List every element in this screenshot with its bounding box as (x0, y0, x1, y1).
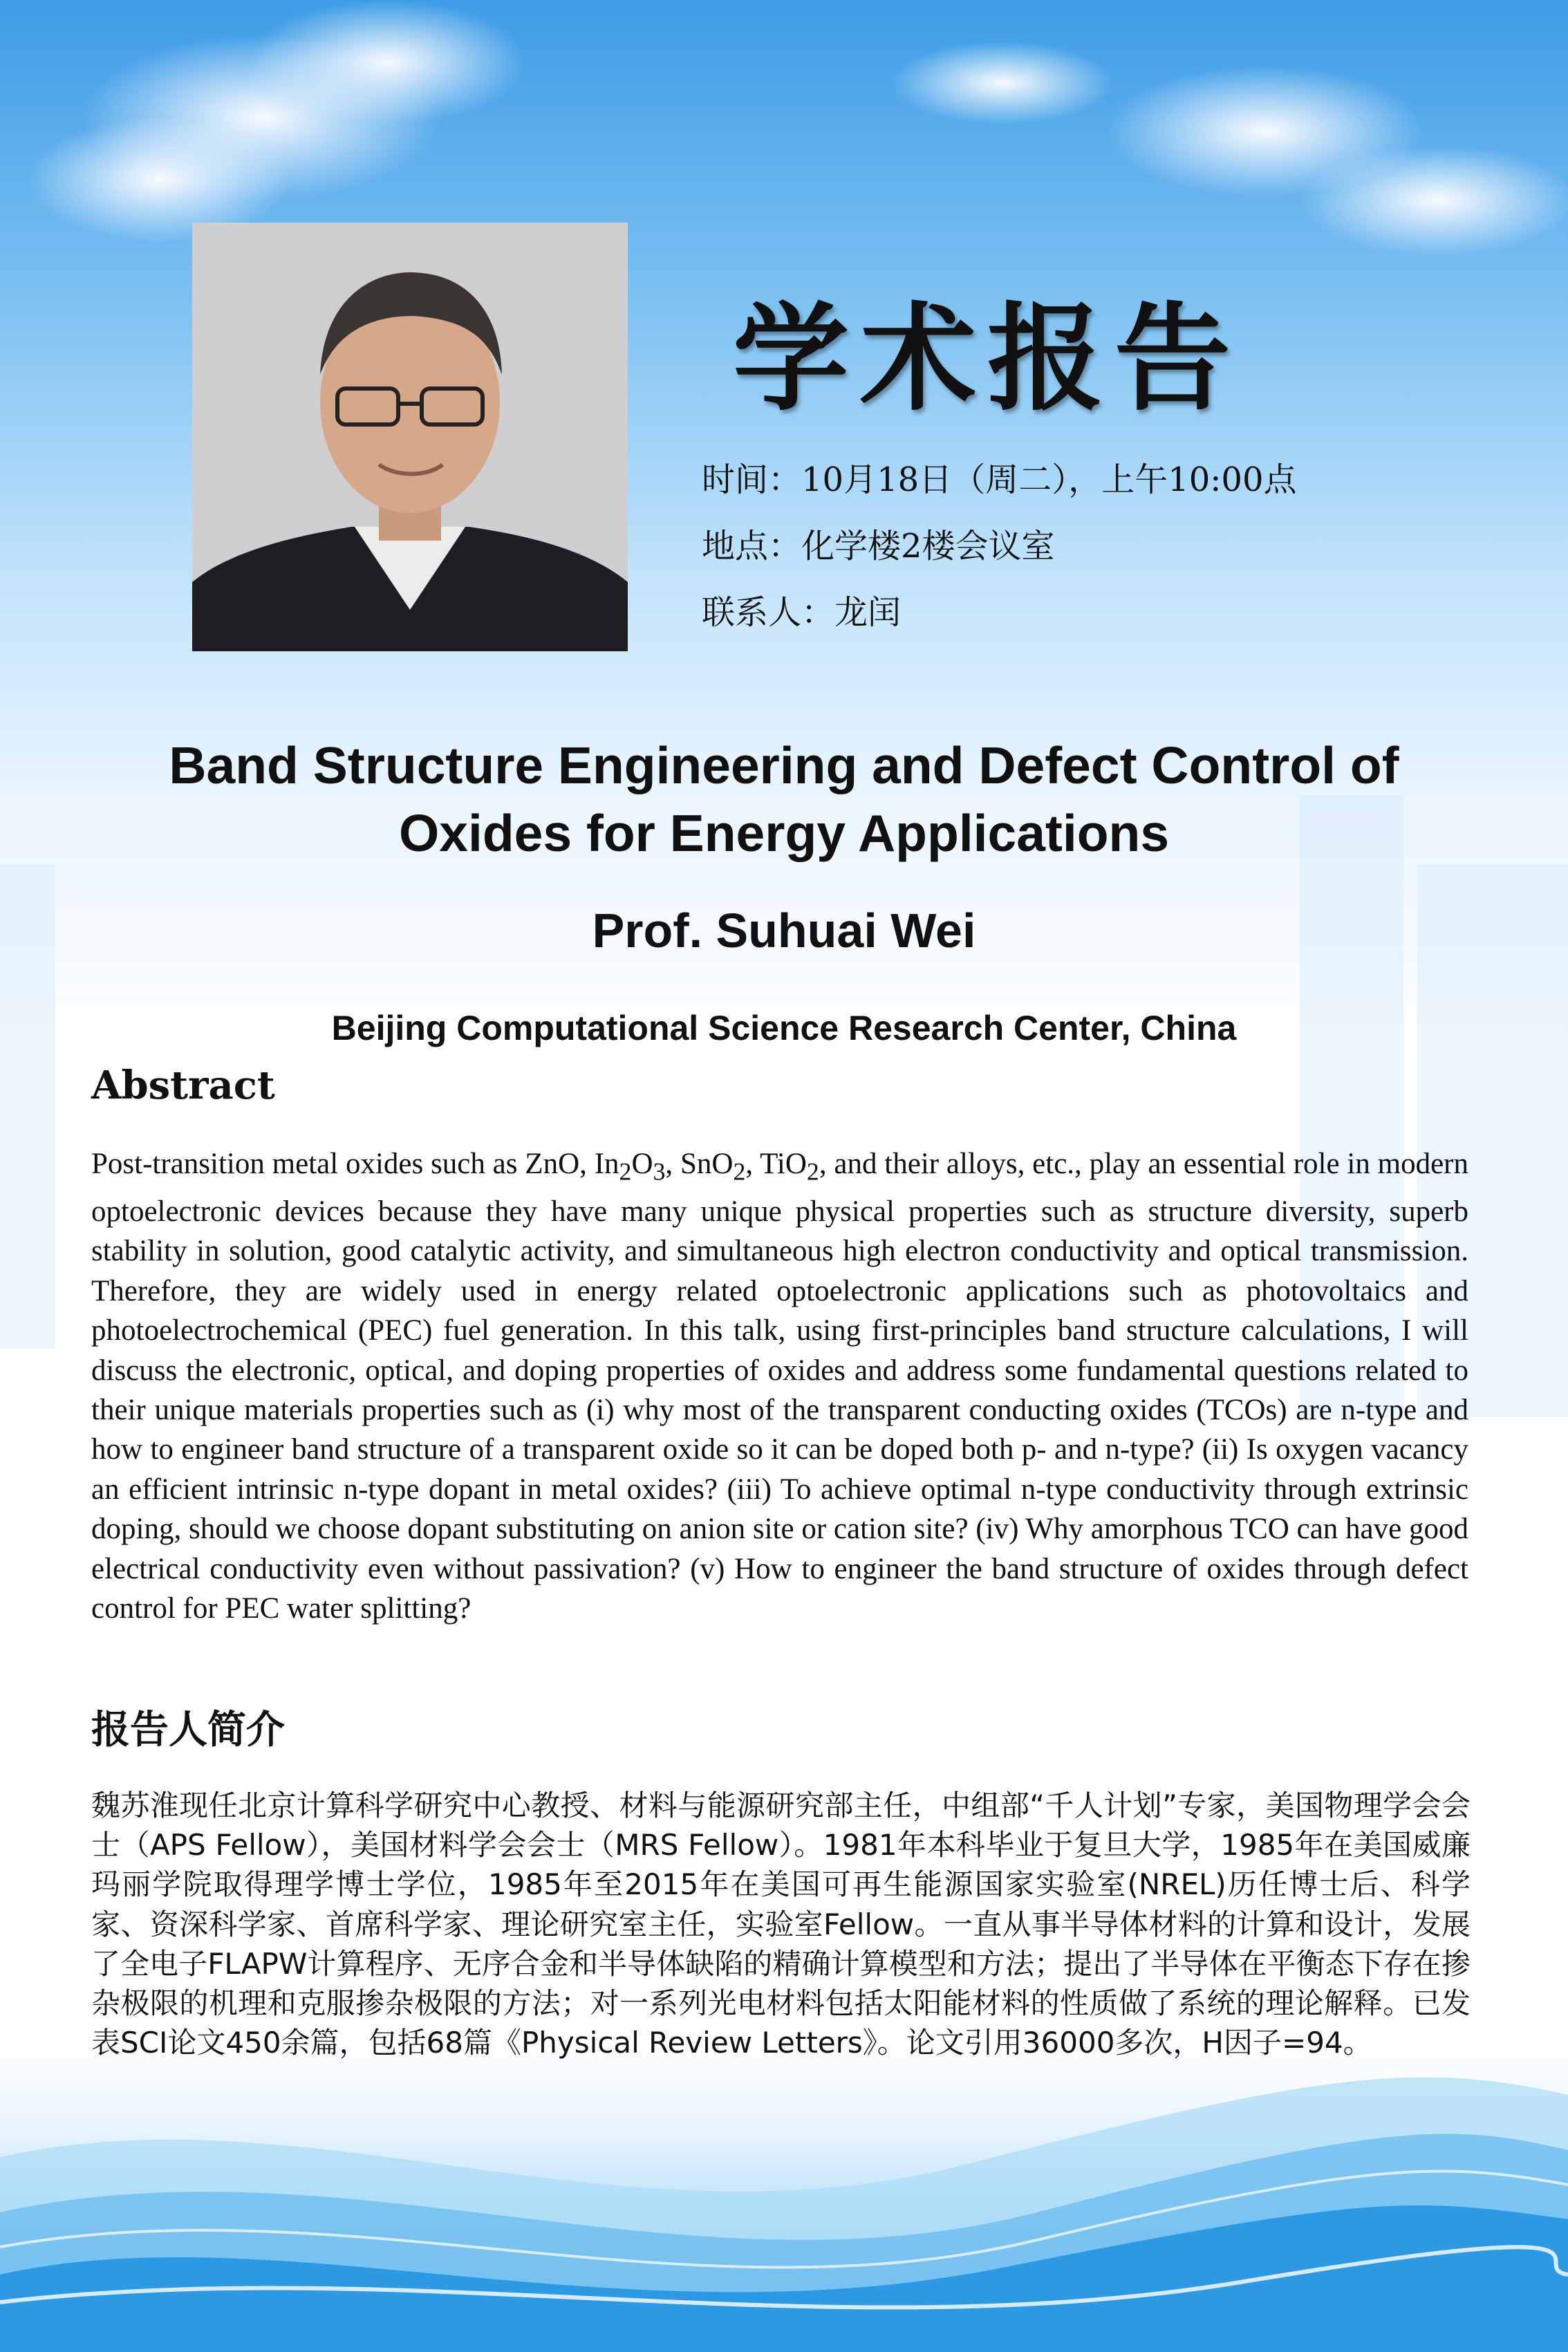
abstract-part: , TiO (745, 1148, 807, 1180)
event-contact: 联系人：龙闰 (702, 593, 902, 632)
subscript: 2 (806, 1157, 819, 1186)
abstract-heading: Abstract (91, 1063, 275, 1108)
speaker-affiliation: Beijing Computational Science Research Center, China (331, 1009, 1237, 1047)
bio-text: 魏苏淮现任北京计算科学研究中心教授、材料与能源研究部主任，中组部“千人计划”专家，美国物理学会会士（APS Fellow），美国材料学会会士（MRS Fellow）。1981年本科毕业于复旦大学，1985年在美国威廉玛丽学院取得理学博士学位，1985年至2015年在美国可再生能源国家实验室(NREL)历任博士后、科学家、资深科学家、首席科学家、理论研究室主任，实验室Fellow。一直从事半导体材料的计算和设计，发展了全电子FLAPW计算程序、无序合金和半导体缺陷的精确计算模型和方法；提出了半导体在平衡态下存在掺杂极限的机理和克服掺杂极限的方法；对一系列光电材料包括太阳能材料的性质做了系统的理论解释。已发表SCI论文450余篇，包括68篇《Physical Review Letters》。论文引用36000多次，H因子=94。 (91, 1789, 1471, 2060)
abstract-part: , and their alloys, etc., play an essential role in modern optoelectronic devices because they have many unique physical properties such as structure diversity, superb stability in solution, good catalytic activity, and simultaneous high electron conductivity and optical transmission. Therefore, they are widely used in energy related optoelectronic applications such as photovoltaics and photoelectrochemical (PEC) fuel generation. In this talk, using first-principles band structure calculations, I will discuss the electronic, optical, and doping properties of oxides and address some fundamental questions related to their unique materials properties such as (i) why most of the transparent conducting oxides (TCOs) are n-type and how to engineer band structure of a transparent oxide so it can be doped both p- and n-type? (ii) Is oxygen vacancy an efficient intrinsic n-type dopant in metal oxides? (iii) To achieve optimal n-type conductivity through extrinsic doping, should we choose dopant substituting on anion site or cation site? (iv) Why amorphous TCO can have good electrical conductivity even without passivation? (v) How to engineer the band structure of oxides through defect control for PEC water splitting? (91, 1148, 1468, 1625)
abstract-part: O (631, 1148, 653, 1180)
speaker-photo (192, 223, 628, 651)
event-time: 时间：10月18日（周二），上午10:00点 (702, 460, 1297, 499)
event-venue: 地点：化学楼2楼会议室 (702, 527, 1055, 566)
bio-heading: 报告人简介 (91, 1708, 285, 1753)
abstract-part: Post-transition metal oxides such as ZnO, In (91, 1148, 619, 1180)
talk-title-line1: Band Structure Engineering and Defect Control of (169, 736, 1399, 794)
talk-title-line2: Oxides for Energy Applications (398, 804, 1170, 862)
talk-title (69, 731, 1499, 867)
subscript: 3 (653, 1157, 666, 1186)
abstract-part: , SnO (665, 1148, 734, 1180)
subscript: 2 (619, 1157, 632, 1186)
speaker-name: Prof. Suhuai Wei (592, 904, 976, 958)
subscript: 2 (733, 1157, 746, 1186)
poster-heading: 学术报告 (733, 291, 1242, 427)
abstract-text (91, 1144, 1468, 1628)
